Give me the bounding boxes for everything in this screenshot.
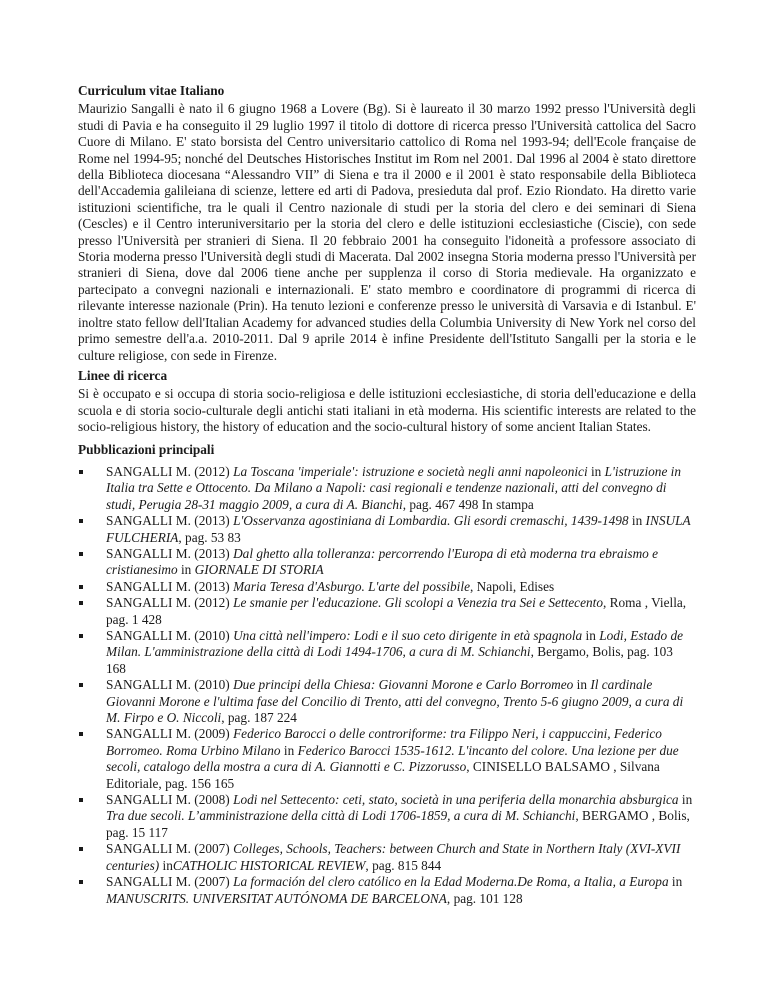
list-item: SANGALLI M. (2013) Maria Teresa d'Asburgo. L'arte del possibile, Napoli, Edises [78, 579, 696, 595]
bullet-icon [79, 683, 83, 687]
list-item: SANGALLI M. (2012) La Toscana 'imperiale': istruzione e società negli anni napoleonici in L'istruzione in Italia tra Sette e Ottocento. Da Milano a Napoli: casi regionali e tendenze nazionali, atti del convegno di studi, Perugia 28-31 maggio 2009, a cura di A. Bianchi, pag. 467 498 In stampa [78, 464, 696, 513]
list-item: SANGALLI M. (2013) Dal ghetto alla tolleranza: percorrendo l'Europa di età moderna tra ebraismo e cristianesimo in GIORNALE DI STORIA [78, 546, 696, 579]
cv-heading: Curriculum vitae Italiano [78, 83, 225, 98]
document-page [78, 83, 696, 907]
list-item: SANGALLI M. (2007) La formación del clero católico en la Edad Moderna.De Roma, a Italia, a Europa in MANUSCRITS. UNIVERSITAT AUTÓNOMA DE BARCELONA, pag. 101 128 [78, 874, 696, 907]
bullet-icon [79, 519, 83, 523]
bullet-icon [79, 601, 83, 605]
list-item: SANGALLI M. (2007) Colleges, Schools, Teachers: between Church and State in Northern Italy (XVI-XVII centuries) inCATHOLIC HISTORICAL REVIEW, pag. 815 844 [78, 841, 696, 874]
bullet-icon [79, 552, 83, 556]
publications-list [78, 464, 696, 907]
research-body: Si è occupato e si occupa di storia socio-religiosa e delle istituzioni ecclesiastiche, di storia dell'educazione e della scuola e di storia socio-culturale degli antichi stati italiani in età moderna. His scientific interests are related to the socio-religious history, the history of education and the socio-cultural history of some ancient Italian States. [78, 386, 696, 435]
publications-heading: Pubblicazioni principali [78, 441, 215, 457]
research-heading: Linee di ricerca [78, 367, 168, 383]
list-item: SANGALLI M. (2010) Una città nell'impero: Lodi e il suo ceto dirigente in età spagnola in Lodi, Estado de Milan. L'amministrazione della città di Lodi 1494-1706, a cura di M. Schianchi, Bergamo, Bolis, pag. 103 168 [78, 628, 696, 677]
cv-body: Maurizio Sangalli è nato il 6 giugno 1968 a Lovere (Bg). Si è laureato il 30 marzo 1992 presso l'Università degli studi di Pavia e ha conseguito il 29 luglio 1997 il titolo di dottore di ricerca presso l'Università cattolica del Sacro Cuore di Milano. E' stato borsista del Centro universitario cattolico di Roma nel 1993-94; dell'Ecole française de Rome nel 1994-95; nonché del Deutsches Historisches Institut im Rom nel 2001. Dal 1996 al 2004 è stato direttore della Biblioteca diocesana “Alessandro VII” di Siena e tra il 2000 e il 2001 è stato responsabile della Biblioteca dell'Accademia galileiana di scienze, lettere ed arti di Padova, presieduta dal prof. Ezio Riondato. Ha diretto varie istituzioni scientifiche, tra le quali il Centro nazionale di studi per la storia del clero e dei seminari di Siena (Cescles) e il Centro interuniversitario per la storia del clero e delle istituzioni ecclesiastiche (Ciscie), con sede presso l'Università per stranieri di Siena. Il 20 febbraio 2001 ha conseguito l'idoneità a professore associato di Storia moderna presso l'Università degli studi di Macerata. Dal 2002 insegna Storia moderna presso l'Università per stranieri di Siena, dove dal 2006 tiene anche per supplenza il corso di Storia medievale. Ha organizzato e partecipato a convegni nazionali e internazionali. E' stato membro e coordinatore di programmi di ricerca di rilevante interesse nazionale (Prin). Ha tenuto lezioni e conferenze presso le università di Varsavia e di Istanbul. E' inoltre stato fellow dell'Italian Academy for advanced studies della Columbia University di New York nel corso del primo semestre dell'a.a. 2010-2011. Dal 9 aprile 2014 è infine Presidente dell'Istituto Sangalli per la storia e le culture religiose, con sede in Firenze. [78, 101, 696, 363]
bullet-icon [79, 634, 83, 638]
bullet-icon [79, 847, 83, 851]
bullet-icon [79, 798, 83, 802]
bullet-icon [79, 585, 83, 589]
list-item: SANGALLI M. (2009) Federico Barocci o delle controriforme: tra Filippo Neri, i cappuccini, Federico Borromeo. Roma Urbino Milano in Federico Barocci 1535-1612. L'incanto del colore. Una lezione per due secoli, catalogo della mostra a cura di A. Giannotti e C. Pizzorusso, CINISELLO BALSAMO , Silvana Editoriale, pag. 156 165 [78, 726, 696, 792]
list-item: SANGALLI M. (2012) Le smanie per l'educazione. Gli scolopi a Venezia tra Sei e Settecento, Roma , Viella, pag. 1 428 [78, 595, 696, 628]
bullet-icon [79, 470, 83, 474]
bullet-icon [79, 880, 83, 884]
bullet-icon [79, 732, 83, 736]
list-item: SANGALLI M. (2013) L'Osservanza agostiniana di Lombardia. Gli esordi cremaschi, 1439-1498 in INSULA FULCHERIA, pag. 53 83 [78, 513, 696, 546]
list-item: SANGALLI M. (2008) Lodi nel Settecento: ceti, stato, società in una periferia della monarchia absburgica in Tra due secoli. L’amministrazione della città di Lodi 1706-1859, a cura di M. Schianchi, BERGAMO , Bolis, pag. 15 117 [78, 792, 696, 841]
list-item: SANGALLI M. (2010) Due principi della Chiesa: Giovanni Morone e Carlo Borromeo in Il cardinale Giovanni Morone e l'ultima fase del Concilio di Trento, atti del convegno, Trento 5-6 giugno 2009, a cura di M. Firpo e O. Niccoli, pag. 187 224 [78, 677, 696, 726]
